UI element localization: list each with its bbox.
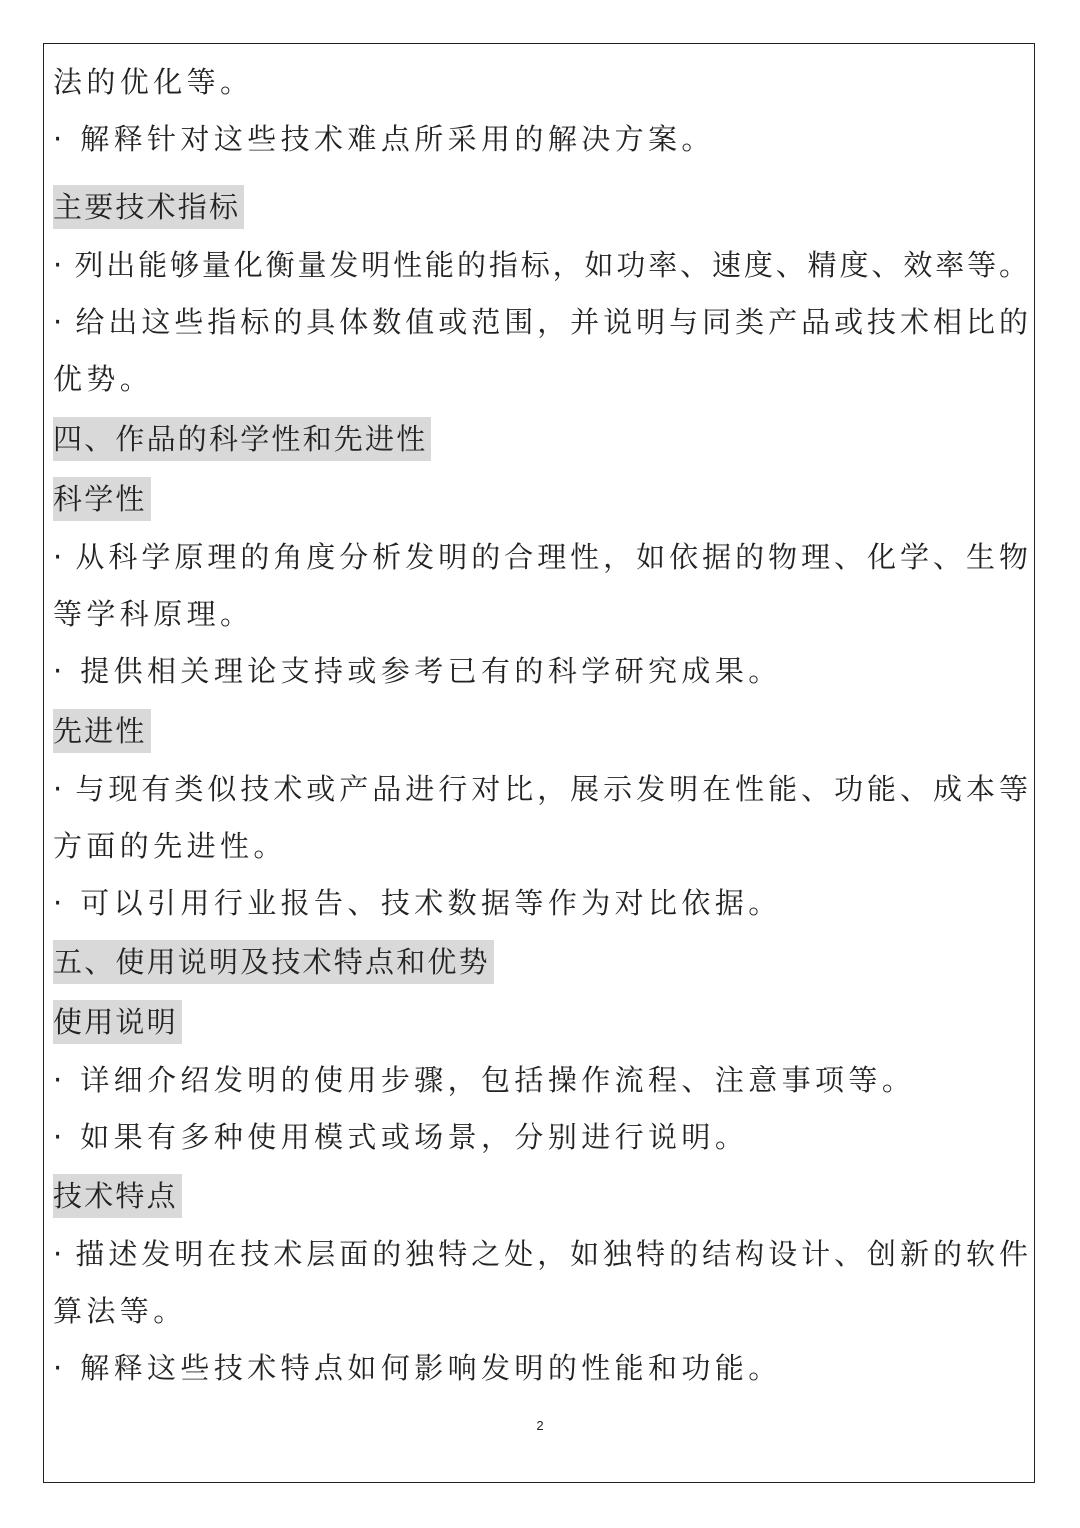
paragraph-line: 方面的先进性。: [53, 829, 287, 863]
bullet-item: · 从科学原理的角度分析发明的合理性，如依据的物理、化学、生物: [53, 540, 1028, 574]
section-heading: 技术特点: [53, 1174, 182, 1218]
bullet-item: · 解释针对这些技术难点所采用的解决方案。: [53, 122, 715, 156]
paragraph-line: 优势。: [53, 362, 154, 396]
bullet-item: · 详细介绍发明的使用步骤，包括操作流程、注意事项等。: [53, 1063, 916, 1097]
bullet-item: · 描述发明在技术层面的独特之处，如独特的结构设计、创新的软件: [53, 1237, 1028, 1271]
paragraph-line: 法的优化等。: [53, 65, 254, 99]
paragraph-line: 算法等。: [53, 1294, 187, 1328]
bullet-item: · 列出能够量化衡量发明性能的指标，如功率、速度、精度、效率等。: [53, 248, 1028, 282]
bullet-item: · 给出这些指标的具体数值或范围，并说明与同类产品或技术相比的: [53, 305, 1028, 339]
bullet-item: · 可以引用行业报告、技术数据等作为对比依据。: [53, 886, 782, 920]
page-number: 2: [536, 1418, 544, 1433]
bullet-item: · 提供相关理论支持或参考已有的科学研究成果。: [53, 654, 782, 688]
chapter-heading: 四、作品的科学性和先进性: [53, 417, 431, 461]
bullet-item: · 解释这些技术特点如何影响发明的性能和功能。: [53, 1351, 782, 1385]
bullet-item: · 与现有类似技术或产品进行对比，展示发明在性能、功能、成本等: [53, 772, 1028, 806]
paragraph-line: 等学科原理。: [53, 597, 254, 631]
chapter-heading: 五、使用说明及技术特点和优势: [53, 940, 494, 984]
section-heading: 先进性: [53, 709, 151, 753]
bullet-item: · 如果有多种使用模式或场景，分别进行说明。: [53, 1120, 749, 1154]
section-heading: 科学性: [53, 477, 151, 521]
section-heading: 主要技术指标: [53, 185, 244, 229]
page-border: [43, 43, 1035, 1483]
section-heading: 使用说明: [53, 1000, 182, 1044]
